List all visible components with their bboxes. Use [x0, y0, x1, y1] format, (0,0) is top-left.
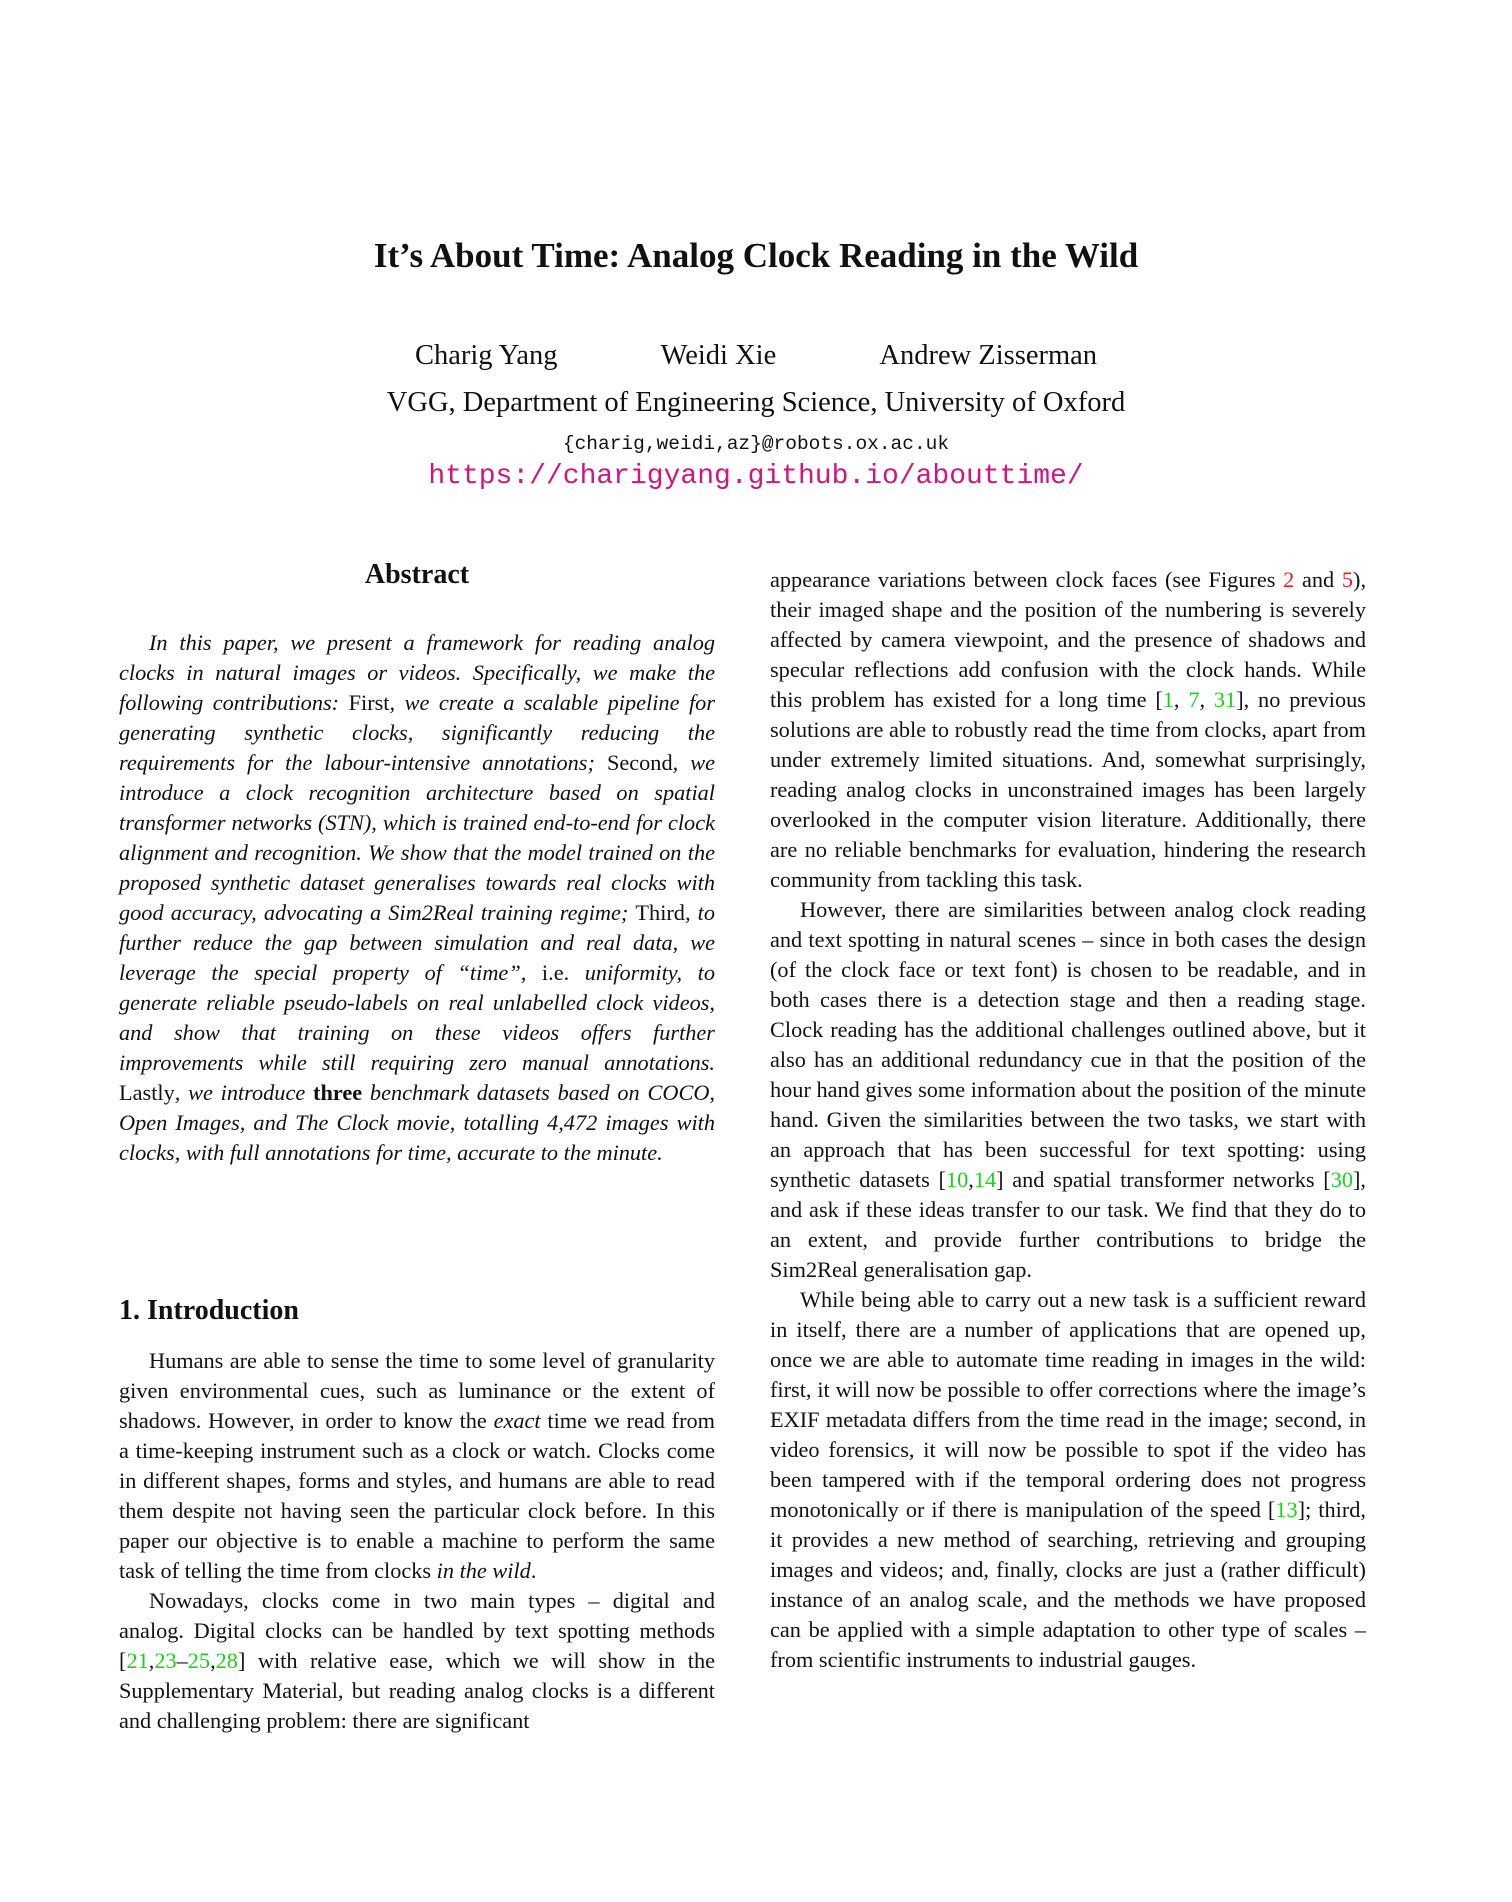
citation-link[interactable]: 31 — [1213, 687, 1237, 712]
abstract-paragraph — [119, 628, 715, 1168]
paragraph-text: time we read from a time-keeping instrument such as a clock or watch. Clocks come in different shapes, forms and styles, and humans are able to read them despite not having seen the particular clock before. In this paper our objective is to enable a machine to perform the same task of telling the time from clocks — [119, 1408, 716, 1583]
paragraph-text: ]; third, it provides a new method of searching, retrieving and grouping images and videos; and, finally, clocks are just a (rather difficult) instance of an analog scale, and the methods we have proposed can be applied with a simple adaptation to other type of scales – from scientific instruments to industrial gauges. — [770, 1497, 1366, 1672]
abstract-heading: Abstract — [364, 559, 470, 590]
author-name: Charig Yang — [414, 340, 558, 371]
abstract-contribution-label: Third — [635, 900, 685, 925]
paragraph-text: ), their imaged shape and the position of the numbering is severely affected by camera viewpoint, and the presence of shadows and specular reflections add confusion with the clock hands. While this problem has existed for a long time [ — [770, 567, 1367, 712]
emphasis-in-the-wild: in the wild — [436, 1558, 531, 1583]
figure-ref-link[interactable]: 5 — [1341, 567, 1354, 592]
paragraph-text: . — [530, 1558, 537, 1583]
intro-paragraph: Nowadays, clocks come in two main types – digital and analog. Digital clocks can be handled by text spotting methods [21,23–25,28] with relative ease, which we will show in the Supplementary Material, but reading analog clocks is a different and challenging problem: there are significant — [119, 1588, 715, 1733]
author-list — [0, 340, 1512, 372]
intro-paragraph — [770, 1285, 1366, 1675]
author-name: Weidi Xie — [660, 340, 777, 371]
citation-link[interactable]: 30 — [1330, 1167, 1353, 1192]
abstract-contribution-label: First — [348, 690, 390, 715]
citation-link[interactable]: 7 — [1188, 687, 1200, 712]
citation-link[interactable]: 23 — [154, 1648, 177, 1673]
paper-title: It’s About Time: Analog Clock Reading in the Wild — [373, 236, 1139, 275]
paragraph-text: and — [1294, 567, 1342, 592]
citation-link[interactable]: 10 — [945, 1167, 969, 1192]
citation-link[interactable]: 14 — [973, 1167, 997, 1192]
affiliation: VGG, Department of Engineering Science, University of Oxford — [386, 387, 1126, 418]
figure-ref-link[interactable]: 2 — [1283, 567, 1295, 592]
abstract-body — [119, 628, 715, 1168]
citation-link[interactable]: 28 — [215, 1648, 238, 1673]
citation-link[interactable]: 21 — [126, 1648, 149, 1673]
citation-link[interactable]: 13 — [1275, 1497, 1298, 1522]
author-name: Andrew Zisserman — [879, 340, 1098, 371]
introduction-left-column — [119, 1346, 715, 1736]
project-url-link[interactable]: https://charigyang.github.io/abouttime/ — [428, 461, 1084, 492]
abstract-text: In this paper, we present a framework for reading analog clocks in natural images or videos. Specifically, we make the following contributions: — [119, 630, 715, 715]
section-heading-introduction: 1. Introduction — [119, 1295, 299, 1326]
paragraph-text: However, there are similarities between analog clock reading and text spotting in natural scenes – since in both cases the design (of the clock face or text font) is chosen to be readable, and in both cases there is a detection stage and then a reading stage. Clock reading has the additional challenges outlined above, but it also has an additional redundancy cue in that the position of the hour hand gives some information about the position of the minute hand. Given the similarities between the two tasks, we start with an approach that has been successful for text spotting: using synthetic datasets [ — [770, 897, 1366, 1192]
emphasis-exact: exact — [493, 1408, 541, 1433]
intro-paragraph: However, there are similarities between analog clock reading and text spotting in natural scenes – since in both cases the design (of the clock face or text font) is chosen to be readable, and in both cases there is a detection stage and then a reading stage. Clock reading has the additional challenges outlined above, but it also has an additional redundancy cue in that the position of the hour hand gives some information about the position of the minute hand. Given the similarities between the two tasks, we start with an approach that has been successful for text spotting: using synthetic datasets [10,14] and spatial transformer networks [30], and ask if these ideas transfer to our task. We find that they do to an extent, and provide further contributions to bridge the Sim2Real generalisation gap. — [770, 897, 1366, 1282]
abstract-contribution-label: Second — [606, 750, 673, 775]
intro-paragraph: appearance variations between clock faces (see Figures 2 and 5), their imaged shape and the position of the numbering is severely affected by camera viewpoint, and the presence of shadows and specular reflections add confusion with the clock hands. While this problem has existed for a long time [1, 7, 31], no previous solutions are able to robustly read the time from clocks, apart from under extremely limited situations. And, somewhat surprisingly, reading analog clocks in unconstrained images has been largely overlooked in the computer vision literature. Additionally, there are no reliable benchmarks for evaluation, hindering the research community from tackling this task. — [770, 567, 1367, 892]
paragraph-text: ] and spatial transformer networks [ — [996, 1167, 1331, 1192]
abstract-text: , we introduce — [174, 1080, 314, 1105]
abstract-text: uniformity, to generate reliable pseudo-labels on real unlabelled clock videos, and show that training on these videos offers further improvements while still requiring zero manual annotations. — [119, 960, 715, 1075]
paragraph-text: appearance variations between clock faces (see Figures — [770, 567, 1284, 592]
abstract-bold-three: three — [313, 1080, 363, 1105]
paragraph-text: ], and ask if these ideas transfer to our task. We find that they do to an extent, and provide further contributions to bridge the Sim2Real generalisation gap. — [770, 1167, 1366, 1282]
abstract-ie: i.e. — [541, 960, 570, 985]
intro-paragraph — [119, 1346, 715, 1586]
abstract-contribution-label: Lastly — [119, 1080, 175, 1105]
abstract-text: , to further reduce the gap between simulation and real data, we leverage the special property of “time”, — [119, 900, 715, 985]
author-emails: {charig,weidi,az}@robots.ox.ac.uk — [562, 433, 950, 455]
paragraph-text: Humans are able to sense the time to some level of granularity given environmental cues, such as luminance or the extent of shadows. However, in order to know the — [119, 1348, 715, 1433]
paragraph-text: ], no previous solutions are able to robustly read the time from clocks, apart from under extremely limited situations. And, somewhat surprisingly, reading analog clocks in unconstrained images has been largely overlooked in the computer vision literature. Additionally, there are no reliable benchmarks for evaluation, hindering the research community from tackling this task. — [770, 687, 1366, 892]
citation-link[interactable]: 25 — [187, 1648, 211, 1673]
abstract-text: , we introduce a clock recognition architecture based on spatial transformer networks (STN), which is trained end-to-end for clock alignment and recognition. We show that the model trained on the proposed synthetic dataset generalises towards real clocks with good accuracy, advocating a Sim2Real training regime; — [119, 750, 715, 925]
paragraph-text: ] with relative ease, which we will show in the Supplementary Material, but reading analog clocks is a different and challenging problem: there are significant — [119, 1648, 715, 1733]
paragraph-text: While being able to carry out a new task is a sufficient reward in itself, there are a number of applications that are opened up, once we are able to automate time reading in images in the wild: first, it will now be possible to offer corrections where the image’s EXIF metadata differs from the time read in the image; second, in video forensics, it will now be possible to spot if the video has been tampered with if the temporal ordering does not progress monotonically or if there is manipulation of the speed [ — [770, 1287, 1366, 1522]
paragraph-text: Nowadays, clocks come in two main types – digital and analog. Digital clocks can be handled by text spotting methods [ — [119, 1588, 715, 1673]
citation-link[interactable]: 1 — [1162, 687, 1174, 712]
right-column — [770, 565, 1366, 1675]
abstract-text: benchmark datasets based on COCO, Open Images, and The Clock movie, totalling 4,472 images with clocks, with full annotations for time, accurate to the minute. — [119, 1080, 715, 1165]
abstract-text: , we create a scalable pipeline for generating synthetic clocks, significantly reducing the requirements for the labour-intensive annotations; — [119, 690, 715, 775]
